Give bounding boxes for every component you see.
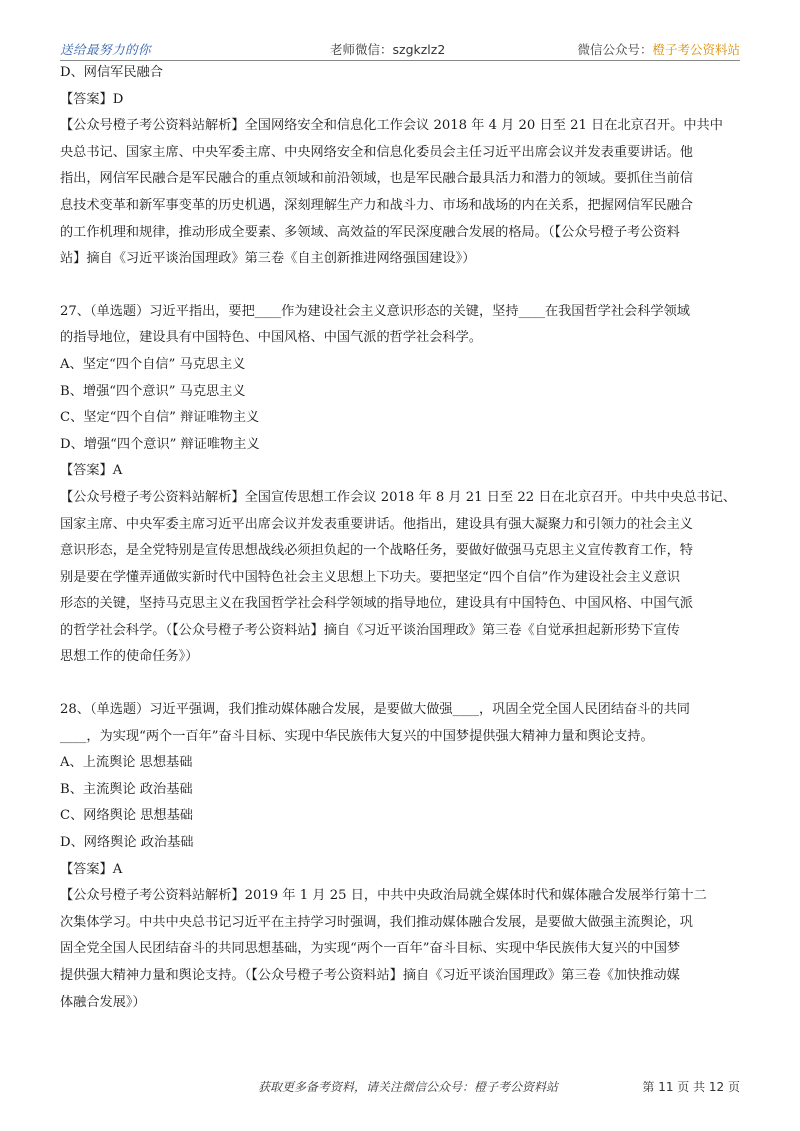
option-a-q28: A、上流舆论 思想基础 [60,755,193,771]
question-28-line: 28、（单选题）习近平强调，我们推动媒体融合发展，是要做大做强____，巩固全党全国人民团结奋斗的共同 [60,702,690,718]
analysis-q27-line: 思想工作的使命任务》） [60,649,199,665]
analysis-q26-line: 站】摘自《习近平谈治国理政》第三卷《自主创新推进网络强国建设》） [60,251,476,267]
page-header [0,0,800,62]
analysis-q27-line: 【公众号橙子考公资料站解析】全国宣传思想工作会议 2018 年 8 月 21 日至 22 日在北京召开。中共中央总书记、 [60,489,737,505]
analysis-q28-line: 【公众号橙子考公资料站解析】2019 年 1 月 25 日，中共中央政治局就全媒体时代和媒体融合发展举行第十二 [60,888,707,904]
page-footer [0,1074,800,1098]
analysis-q28-line: 次集体学习。中共中央总书记习近平在主持学习时强调，我们推动媒体融合发展，是要做大做强主流舆论，巩 [60,914,693,930]
question-28-line: ____，为实现“两个一百年”奋斗目标、实现中华民族伟大复兴的中国梦提供强大精神力量和舆论支持。 [60,728,654,744]
answer-q26: 【答案】D [60,91,124,107]
header-teacher-wechat: 老师微信：szgkzlz2 [330,42,446,57]
question-27-line: 的指导地位，建设具有中国特色、中国风格、中国气派的哲学社会科学。 [60,330,482,346]
footer-notice: 获取更多备考资料，请关注微信公众号：橙子考公资料站 [258,1080,559,1094]
page-number: 第 11 页 共 12 页 [642,1080,740,1094]
answer-q27: 【答案】A [60,463,123,479]
analysis-q27-line: 形态的关键，坚持马克思主义在我国哲学社会科学领域的指导地位，建设具有中国特色、中国风格、中国气派 [60,596,693,612]
analysis-q27-line: 别是要在学懂弄通做实新时代中国特色社会主义思想上下功夫。要把坚定“四个自信”作为建设社会主义意识 [60,569,681,585]
option-d-q27: D、增强“四个意识” 辩证唯物主义 [60,436,260,452]
document-body [60,60,740,1016]
analysis-q26-line: 息技术变革和新军事变革的历史机遇，深刻理解生产力和战斗力、市场和战场的内在关系，把握网信军民融合 [60,197,693,213]
header-account-prefix: 微信公众号： [577,42,653,57]
option-a-q27: A、坚定“四个自信” 马克思主义 [60,356,246,372]
question-27-line: 27、（单选题）习近平指出，要把____作为建设社会主义意识形态的关键，坚持____在我国哲学社会科学领域 [60,303,690,319]
header-account-name: 橙子考公资料站 [652,42,740,57]
section-gap [60,671,740,697]
analysis-q27-line: 意识形态，是全党特别是宣传思想战线必须担负起的一个战略任务，要做好做强马克思主义宣传教育工作，特 [60,543,693,559]
option-d-q28: D、网络舆论 政治基础 [60,835,194,851]
analysis-q26-line: 【公众号橙子考公资料站解析】全国网络安全和信息化工作会议 2018 年 4 月 20 日至 21 日在北京召开。中共中 [60,118,723,134]
option-b-q27: B、增强“四个意识” 马克思主义 [60,383,246,399]
analysis-q26-line: 指出，网信军民融合是军民融合的重点领域和前沿领域，也是军民融合最具活力和潜力的领域。要抓住当前信 [60,171,693,187]
option-b-q28: B、主流舆论 政治基础 [60,781,193,797]
analysis-q26-line: 央总书记、国家主席、中央军委主席、中央网络安全和信息化委员会主任习近平出席会议并发表重要讲话。他 [60,144,693,160]
option-c-q27: C、坚定“四个自信” 辩证唯物主义 [60,410,260,426]
analysis-q28-line: 固全党全国人民团结奋斗的共同思想基础，为实现“两个一百年”奋斗目标、实现中华民族伟大复兴的中国梦 [60,941,681,957]
analysis-q26-line: 的工作机理和规律，推动形成全要素、多领域、高效益的军民深度融合发展的格局。（【公众号橙子考公资料 [60,224,680,240]
section-gap [60,273,740,299]
option-d-q26: D、网信军民融合 [60,65,163,80]
header-official-account [577,40,740,58]
header-slogan: 送给最努力的你 [60,42,152,57]
analysis-q28-line: 体融合发展》） [60,994,146,1010]
option-c-q28: C、网络舆论 思想基础 [60,808,193,824]
analysis-q27-line: 的哲学社会科学。（【公众号橙子考公资料站】摘自《习近平谈治国理政》第三卷《自觉承担起新形势下宣传 [60,622,680,638]
answer-q28: 【答案】A [60,861,123,877]
analysis-q28-line: 提供强大精神力量和舆论支持。（【公众号橙子考公资料站】摘自《习近平谈治国理政》第三卷《加快推动媒 [60,968,680,983]
analysis-q27-line: 国家主席、中央军委主席习近平出席会议并发表重要讲话。他指出，建设具有强大凝聚力和引领力的社会主义 [60,516,693,532]
